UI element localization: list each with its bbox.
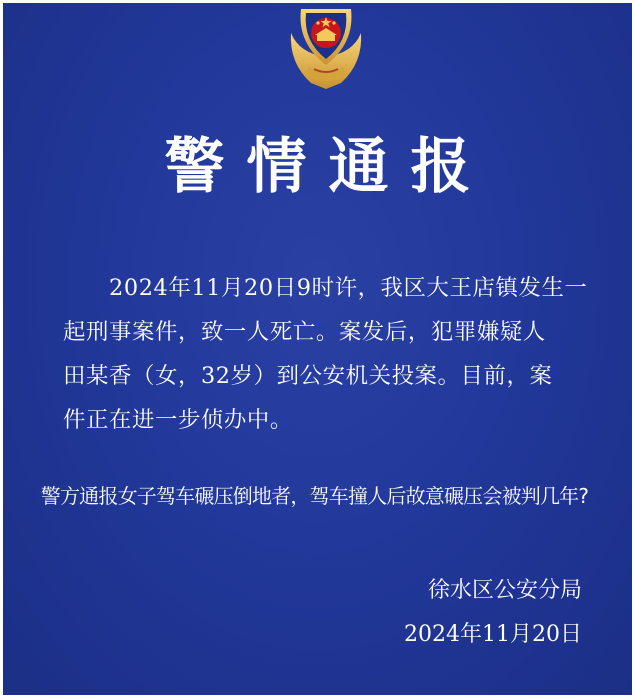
notice-signature — [404, 569, 582, 657]
notice-issuer: 徐水区公安分局 — [427, 578, 582, 603]
notice-body-line: 起刑事案件，致一人死亡。案发后，犯罪嫌疑人 — [63, 319, 546, 345]
police-emblem-icon — [281, 3, 371, 91]
notice-body — [63, 266, 588, 442]
notice-body-line: 2024年11月20日9时许，我区大王店镇发生一 — [109, 275, 588, 301]
notice-body-line: 件正在进一步侦办中。 — [63, 407, 293, 433]
notice-date: 2024年11月20日 — [404, 622, 582, 647]
notice-title: 警情通报 — [164, 132, 493, 202]
article-headline: 警方通报女子驾车碾压倒地者，驾车撞人后故意碾压会被判几年? — [40, 484, 589, 508]
notice-body-line: 田某香（女，32岁）到公安机关投案。目前，案 — [63, 363, 553, 389]
police-notice-image — [3, 3, 632, 695]
